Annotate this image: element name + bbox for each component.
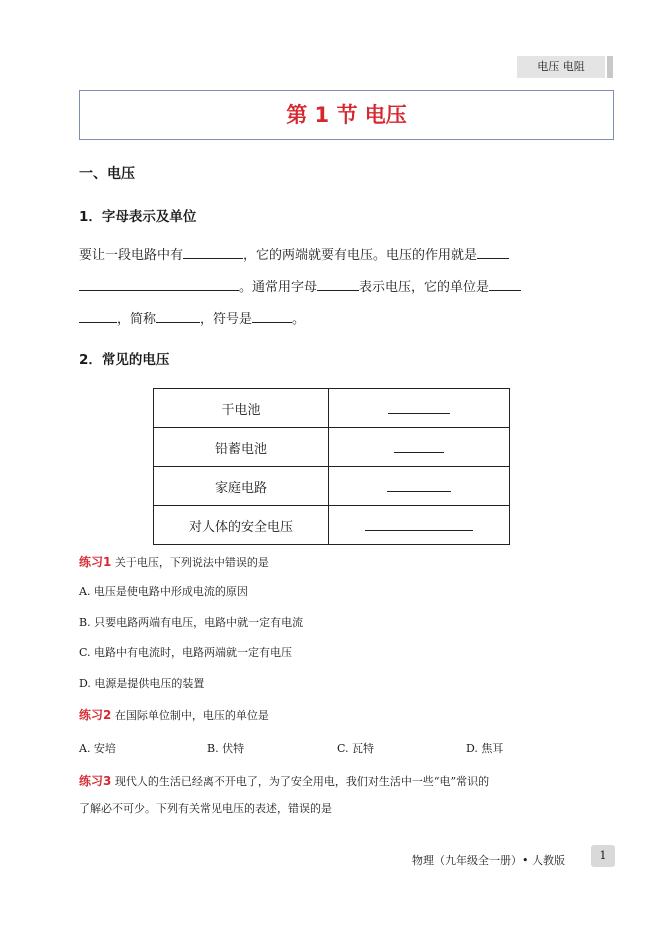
option-d[interactable]: D. 电源是提供电压的装置 xyxy=(79,677,205,690)
table-row xyxy=(154,428,510,467)
table-cell-label: 家庭电路 xyxy=(154,467,329,506)
page-number: 1 xyxy=(591,845,615,867)
text: ，简称 xyxy=(117,312,157,327)
table-cell-answer xyxy=(329,467,510,506)
option-c[interactable]: C. 电路中有电流时，电路两端就一定有电压 xyxy=(79,646,293,659)
exercise-3-question xyxy=(79,772,489,789)
option-b[interactable]: B. 伏特 xyxy=(207,742,245,755)
answer-blank[interactable] xyxy=(388,398,450,414)
paragraph-line-2 xyxy=(79,272,584,304)
answer-blank[interactable] xyxy=(317,275,359,291)
option-b[interactable]: B. 只要电路两端有电压，电路中就一定有电流 xyxy=(79,616,304,629)
subsection-heading-1: 1．字母表示及单位 xyxy=(79,209,197,225)
table-cell-label: 干电池 xyxy=(154,389,329,428)
paragraph-line-3 xyxy=(79,304,584,336)
table-cell-answer xyxy=(329,389,510,428)
answer-blank[interactable] xyxy=(79,275,239,291)
answer-blank[interactable] xyxy=(183,243,243,259)
subsection-heading-2: 2．常见的电压 xyxy=(79,352,170,368)
text: 。通常用字母 xyxy=(239,280,318,295)
answer-blank[interactable] xyxy=(156,307,200,323)
answer-blank[interactable] xyxy=(477,243,509,259)
book-title: 物理（九年级全一册）• 人教版 xyxy=(412,854,565,867)
answer-blank[interactable] xyxy=(387,476,451,492)
option-a[interactable]: A. 电压是使电路中形成电流的原因 xyxy=(79,585,248,598)
table-row xyxy=(154,389,510,428)
exercise-label: 练习1 xyxy=(79,555,112,569)
section-heading: 一、电压 xyxy=(79,166,135,182)
answer-blank[interactable] xyxy=(394,437,444,453)
table-cell-label: 铅蓄电池 xyxy=(154,428,329,467)
voltage-table xyxy=(153,388,510,545)
table-row xyxy=(154,506,510,545)
option-d[interactable]: D. 焦耳 xyxy=(466,742,504,755)
text: ，符号是 xyxy=(200,312,253,327)
answer-blank[interactable] xyxy=(489,275,521,291)
fill-in-paragraph xyxy=(79,240,584,336)
table-row xyxy=(154,467,510,506)
table-cell-answer xyxy=(329,506,510,545)
exercise-label: 练习2 xyxy=(79,708,112,722)
text: 表示电压，它的单位是 xyxy=(359,280,490,295)
table-cell-answer xyxy=(329,428,510,467)
chapter-tab: 电压 电阻 xyxy=(517,56,605,78)
chapter-tab-edge xyxy=(607,56,613,78)
text: 。 xyxy=(292,312,306,327)
table-cell-label: 对人体的安全电压 xyxy=(154,506,329,545)
answer-blank[interactable] xyxy=(79,307,117,323)
exercise-label: 练习3 xyxy=(79,774,112,788)
text: ，它的两端就要有电压。电压的作用就是 xyxy=(243,248,478,263)
exercise-1-question xyxy=(79,553,269,570)
answer-blank[interactable] xyxy=(365,515,473,531)
option-a[interactable]: A. 安培 xyxy=(79,742,116,755)
text: 要让一段电路中有 xyxy=(79,248,184,263)
question-text: 关于电压，下列说法中错误的是 xyxy=(114,556,269,569)
question-text: 在国际单位制中，电压的单位是 xyxy=(114,709,269,722)
answer-blank[interactable] xyxy=(252,307,292,323)
exercise-3-question-cont: 了解必不可少。下列有关常见电压的表述，错误的是 xyxy=(79,802,332,815)
option-c[interactable]: C. 瓦特 xyxy=(337,742,375,755)
exercise-2-question xyxy=(79,706,269,723)
page-title: 第 1 节 电压 xyxy=(79,90,614,140)
paragraph-line-1 xyxy=(79,240,584,272)
question-text: 现代人的生活已经离不开电了，为了安全用电，我们对生活中一些“电”常识的 xyxy=(114,775,490,788)
